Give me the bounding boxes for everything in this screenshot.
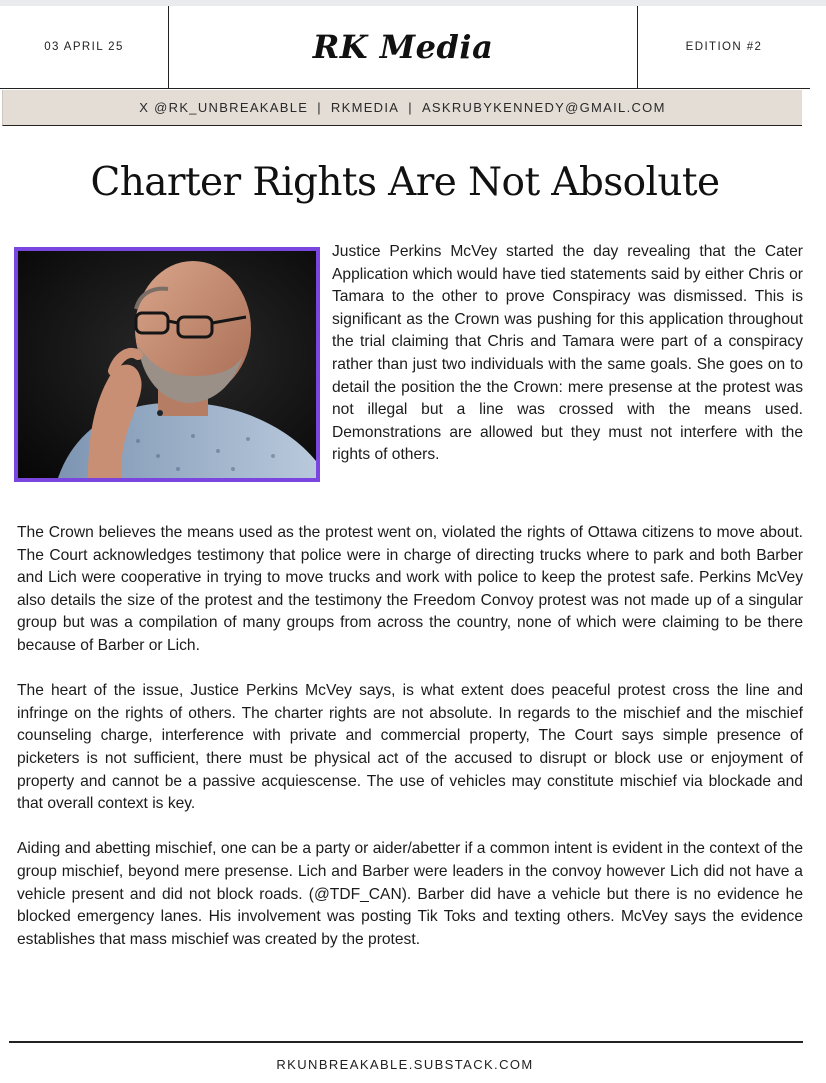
article-paragraph-1: Justice Perkins McVey started the day revealing that the Cater Application which would have tied statements said by either Chris or Tamara to the other to prove Conspiracy was dismissed. This is significant as the Crown was pushing for this application throughout the trial claiming that Chris and Tamara were part of a conspiracy rather than just two individuals with the same goals. She goes on to detail the position the the Crown: mere presense at the protest was not illegal but a line was crossed with the means used. Demonstrations are allowed but they must not interfere with the rights of others. (332, 243, 803, 464)
contact-separator: | (317, 100, 322, 115)
article-paragraph-2: The Crown believes the means used as the protest went on, violated the rights of Ottawa citizens to move about. The Court acknowledges testimony that police were in charge of directing trucks where to park and both Barber and Lich were cooperative in trying to move trucks and work with police to keep the protest safe. Perkins McVey also details the size of the protest and the testimony the Freedom Convoy protest was not made up of a singular group but was a compilation of many groups from across the country, none of which were claiming to be there because of Barber or Lich. (17, 524, 803, 654)
article-paragraph-3: The heart of the issue, Justice Perkins McVey says, is what extent does peaceful protest cross the line and infringe on the rights of others. The charter rights are not absolute. In regards to the mischief and the mischief counseling charge, interference with private and commercial property, The Court says simple presence of picketers is not sufficient, there must be physical act of the accused to disrupt or block use or enjoyment of property and cannot be a passive acquiescense. The use of vehicles may constitute mischief via blockade and that overall context is key. (17, 682, 803, 813)
edition-number: EDITION #2 (685, 41, 763, 53)
article-body (17, 522, 803, 951)
footer-divider (9, 1041, 803, 1043)
article-photo (14, 247, 320, 482)
footer-url: RKUNBREAKABLE.SUBSTACK.COM (276, 1057, 534, 1072)
portrait-illustration (18, 251, 316, 478)
issue-date: 03 APRIL 25 (44, 41, 124, 53)
contact-separator: | (408, 100, 413, 115)
masthead (0, 6, 810, 89)
article-paragraph-4: Aiding and abetting mischief, one can be a party or aider/abetter if a common intent is evident in the context of the group mischief, beyond mere presense. Lich and Barber were leaders in the convoy however Lich did not have a vehicle present and did not block roads. (@TDF_CAN). Barber did have a vehicle but there is no evidence he blocked emergency lanes. His involvement was posting Tik Toks and texting others. McVey says the evidence establishes that mass mischief was created by the protest. (17, 840, 803, 948)
article-headline: Charter Rights Are Not Absolute (90, 160, 720, 205)
publication-title: RK Media (168, 6, 638, 88)
contact-email: ASKRUBYKENNEDY@GMAIL.COM (421, 100, 666, 115)
contact-bar (2, 90, 802, 126)
x-handle: X @RK_UNBREAKABLE (139, 100, 309, 115)
site-name: RKMEDIA (330, 100, 400, 115)
